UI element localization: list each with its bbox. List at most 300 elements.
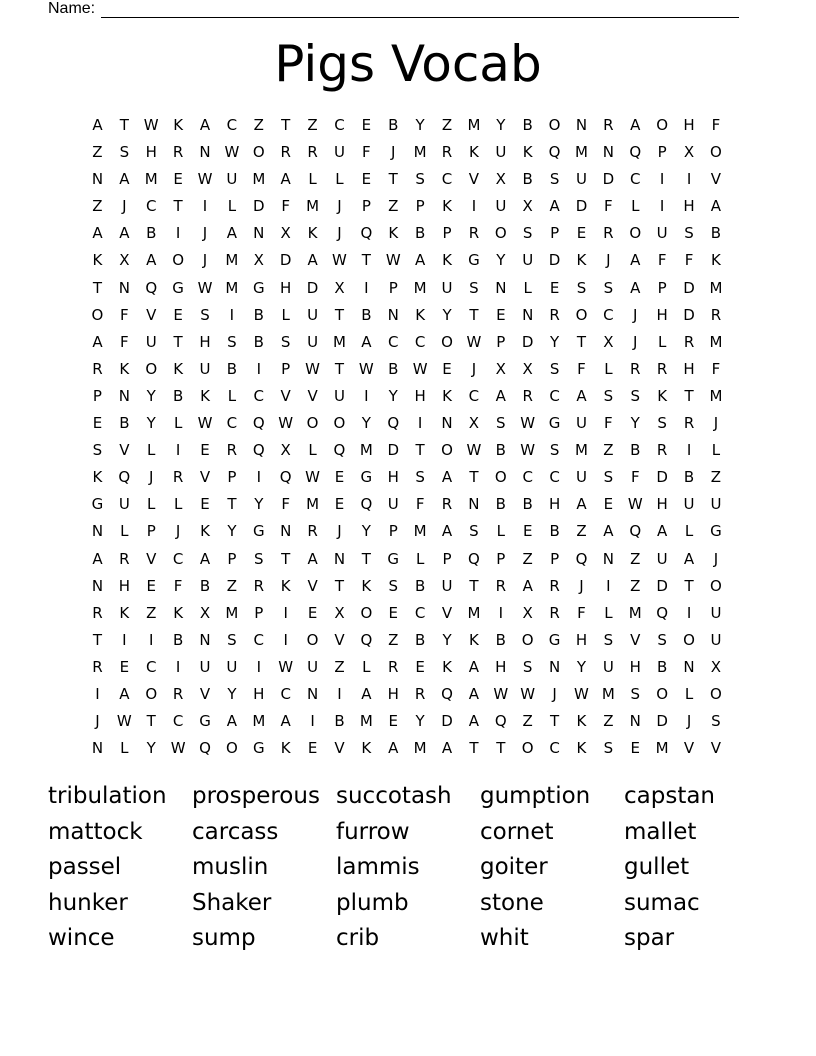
grid-cell[interactable]: K bbox=[442, 197, 452, 216]
grid-cell[interactable]: W bbox=[574, 684, 589, 703]
grid-cell[interactable]: T bbox=[227, 495, 237, 514]
grid-cell[interactable]: N bbox=[575, 116, 588, 134]
grid-cell[interactable]: Y bbox=[442, 630, 452, 649]
grid-cell[interactable]: G bbox=[252, 522, 265, 541]
grid-cell[interactable]: U bbox=[575, 170, 587, 189]
grid-cell[interactable]: K bbox=[173, 359, 184, 378]
grid-cell[interactable]: U bbox=[199, 657, 211, 676]
grid-cell[interactable]: T bbox=[361, 549, 371, 568]
grid-cell[interactable]: D bbox=[575, 197, 588, 216]
grid-cell[interactable]: P bbox=[254, 603, 264, 622]
grid-cell[interactable]: T bbox=[576, 332, 587, 351]
grid-cell[interactable]: B bbox=[522, 170, 533, 189]
grid-cell[interactable]: N bbox=[280, 522, 292, 541]
grid-cell[interactable]: K bbox=[119, 359, 130, 378]
grid-cell[interactable]: I bbox=[122, 630, 127, 649]
grid-cell[interactable]: A bbox=[92, 332, 103, 351]
grid-cell[interactable]: A bbox=[603, 522, 614, 541]
grid-cell[interactable]: O bbox=[494, 224, 507, 243]
grid-cell[interactable]: K bbox=[576, 251, 587, 270]
grid-cell[interactable]: X bbox=[280, 224, 291, 243]
grid-cell[interactable]: E bbox=[603, 495, 614, 514]
grid-cell[interactable]: J bbox=[713, 549, 719, 568]
grid-cell[interactable]: W bbox=[197, 170, 213, 189]
grid-cell[interactable]: H bbox=[683, 197, 695, 216]
grid-cell[interactable]: Y bbox=[576, 657, 587, 676]
grid-cell[interactable]: C bbox=[603, 305, 614, 324]
grid-cell[interactable]: K bbox=[415, 305, 426, 324]
grid-cell[interactable]: U bbox=[495, 143, 507, 162]
grid-cell[interactable]: L bbox=[604, 603, 613, 622]
grid-cell[interactable]: F bbox=[173, 576, 183, 595]
grid-cell[interactable]: R bbox=[119, 549, 130, 568]
grid-cell[interactable]: N bbox=[548, 657, 561, 676]
grid-cell[interactable]: G bbox=[172, 278, 184, 297]
grid-cell[interactable]: A bbox=[226, 712, 238, 731]
grid-cell[interactable]: L bbox=[684, 522, 694, 541]
grid-cell[interactable]: T bbox=[469, 739, 479, 758]
grid-cell[interactable]: U bbox=[656, 549, 668, 568]
grid-cell[interactable]: E bbox=[173, 170, 183, 189]
grid-cell[interactable]: L bbox=[335, 170, 344, 189]
grid-cell[interactable]: A bbox=[441, 739, 453, 758]
grid-cell[interactable]: U bbox=[710, 495, 722, 514]
grid-cell[interactable]: I bbox=[149, 630, 154, 649]
grid-cell[interactable]: C bbox=[253, 630, 265, 649]
grid-cell[interactable]: J bbox=[471, 359, 477, 378]
grid-cell[interactable]: L bbox=[173, 495, 183, 514]
grid-cell[interactable]: C bbox=[334, 116, 345, 134]
grid-cell[interactable]: R bbox=[441, 143, 453, 162]
grid-cell[interactable]: W bbox=[278, 657, 294, 676]
grid-cell[interactable]: S bbox=[603, 278, 614, 297]
grid-cell[interactable]: E bbox=[361, 116, 372, 134]
grid-cell[interactable]: V bbox=[334, 630, 345, 649]
grid-cell[interactable]: E bbox=[442, 359, 452, 378]
grid-cell[interactable]: P bbox=[92, 386, 102, 405]
grid-cell[interactable]: O bbox=[225, 739, 238, 758]
grid-cell[interactable]: F bbox=[684, 251, 694, 270]
grid-cell[interactable]: B bbox=[549, 522, 560, 541]
grid-cell[interactable]: E bbox=[200, 495, 210, 514]
grid-cell[interactable]: R bbox=[172, 468, 184, 487]
grid-cell[interactable]: A bbox=[630, 278, 641, 297]
grid-cell[interactable]: Y bbox=[254, 495, 264, 514]
grid-cell[interactable]: B bbox=[334, 712, 345, 731]
grid-cell[interactable]: R bbox=[522, 386, 533, 405]
grid-cell[interactable]: I bbox=[283, 630, 288, 649]
grid-cell[interactable]: N bbox=[495, 278, 507, 297]
grid-cell[interactable]: H bbox=[548, 495, 561, 514]
grid-cell[interactable]: M bbox=[252, 712, 266, 731]
grid-cell[interactable]: A bbox=[630, 251, 641, 270]
grid-cell[interactable]: T bbox=[469, 468, 479, 487]
grid-cell[interactable]: W bbox=[197, 278, 213, 297]
grid-cell[interactable]: T bbox=[334, 576, 345, 595]
grid-cell[interactable]: M bbox=[306, 197, 320, 216]
grid-cell[interactable]: R bbox=[388, 657, 399, 676]
grid-cell[interactable]: I bbox=[471, 197, 477, 216]
grid-cell[interactable]: O bbox=[441, 332, 453, 351]
grid-cell[interactable]: U bbox=[307, 305, 319, 324]
grid-cell[interactable]: G bbox=[91, 495, 104, 514]
grid-cell[interactable]: R bbox=[253, 576, 264, 595]
grid-cell[interactable]: Y bbox=[388, 386, 398, 405]
grid-cell[interactable]: K bbox=[468, 630, 479, 649]
grid-cell[interactable]: B bbox=[172, 630, 184, 649]
grid-cell[interactable]: I bbox=[256, 657, 261, 676]
grid-cell[interactable]: P bbox=[550, 549, 560, 568]
grid-cell[interactable]: P bbox=[657, 278, 667, 297]
grid-cell[interactable]: F bbox=[630, 468, 640, 487]
grid-cell[interactable]: P bbox=[227, 468, 237, 487]
grid-cell[interactable]: Q bbox=[548, 143, 561, 162]
grid-cell[interactable]: Z bbox=[226, 576, 238, 595]
grid-cell[interactable]: X bbox=[522, 603, 533, 622]
grid-cell[interactable]: R bbox=[549, 576, 560, 595]
grid-cell[interactable]: E bbox=[576, 224, 587, 243]
grid-cell[interactable]: X bbox=[334, 603, 345, 622]
grid-cell[interactable]: W bbox=[493, 684, 509, 703]
grid-cell[interactable]: B bbox=[253, 305, 264, 324]
grid-cell[interactable]: O bbox=[306, 630, 319, 649]
grid-cell[interactable]: Q bbox=[387, 414, 400, 433]
grid-cell[interactable]: A bbox=[199, 549, 211, 568]
grid-cell[interactable]: M bbox=[709, 386, 723, 405]
grid-cell[interactable]: J bbox=[633, 332, 638, 351]
grid-cell[interactable]: B bbox=[495, 630, 506, 649]
grid-cell[interactable]: H bbox=[629, 657, 641, 676]
grid-cell[interactable]: Z bbox=[92, 197, 103, 216]
grid-cell[interactable]: Q bbox=[252, 441, 265, 460]
grid-cell[interactable]: K bbox=[92, 251, 103, 270]
grid-cell[interactable]: W bbox=[520, 441, 536, 460]
grid-cell[interactable]: K bbox=[280, 739, 291, 758]
grid-cell[interactable]: L bbox=[523, 278, 532, 297]
grid-cell[interactable]: O bbox=[145, 359, 158, 378]
grid-cell[interactable]: B bbox=[226, 359, 238, 378]
grid-cell[interactable]: D bbox=[683, 305, 695, 324]
grid-cell[interactable]: W bbox=[197, 414, 213, 433]
grid-cell[interactable]: K bbox=[576, 739, 587, 758]
grid-cell[interactable]: H bbox=[387, 468, 399, 487]
grid-cell[interactable]: C bbox=[414, 332, 426, 351]
grid-cell[interactable]: Z bbox=[603, 441, 614, 460]
grid-cell[interactable]: F bbox=[120, 332, 129, 351]
grid-cell[interactable]: V bbox=[280, 386, 291, 405]
grid-cell[interactable]: B bbox=[657, 657, 668, 676]
grid-cell[interactable]: R bbox=[226, 441, 238, 460]
grid-cell[interactable]: V bbox=[468, 170, 480, 189]
grid-cell[interactable]: Q bbox=[656, 603, 669, 622]
grid-cell[interactable]: F bbox=[711, 359, 721, 378]
grid-cell[interactable]: N bbox=[333, 549, 346, 568]
grid-cell[interactable]: N bbox=[441, 414, 453, 433]
grid-cell[interactable]: C bbox=[145, 197, 157, 216]
grid-cell[interactable]: Q bbox=[333, 441, 346, 460]
grid-cell[interactable]: A bbox=[361, 684, 372, 703]
grid-cell[interactable]: O bbox=[145, 684, 158, 703]
grid-cell[interactable]: M bbox=[467, 603, 481, 622]
grid-cell[interactable]: B bbox=[495, 441, 506, 460]
grid-cell[interactable]: D bbox=[683, 278, 695, 297]
grid-cell[interactable]: U bbox=[602, 657, 614, 676]
grid-cell[interactable]: W bbox=[358, 359, 374, 378]
grid-cell[interactable]: Q bbox=[360, 224, 373, 243]
grid-cell[interactable]: A bbox=[415, 251, 426, 270]
grid-cell[interactable]: S bbox=[388, 576, 398, 595]
grid-cell[interactable]: Y bbox=[146, 739, 156, 758]
grid-cell[interactable]: F bbox=[120, 305, 129, 324]
grid-cell[interactable]: A bbox=[226, 224, 238, 243]
grid-cell[interactable]: T bbox=[146, 712, 156, 731]
grid-cell[interactable]: W bbox=[116, 712, 132, 731]
grid-cell[interactable]: A bbox=[388, 739, 399, 758]
grid-cell[interactable]: C bbox=[172, 712, 184, 731]
grid-cell[interactable]: L bbox=[173, 414, 183, 433]
grid-cell[interactable]: A bbox=[468, 657, 480, 676]
grid-cell[interactable]: A bbox=[92, 224, 103, 243]
grid-cell[interactable]: J bbox=[202, 251, 208, 270]
grid-cell[interactable]: K bbox=[173, 603, 184, 622]
grid-cell[interactable]: M bbox=[225, 251, 239, 270]
grid-cell[interactable]: G bbox=[548, 414, 561, 433]
grid-cell[interactable]: M bbox=[225, 603, 239, 622]
grid-cell[interactable]: M bbox=[359, 441, 373, 460]
grid-cell[interactable]: I bbox=[95, 684, 100, 703]
grid-cell[interactable]: G bbox=[548, 630, 561, 649]
grid-cell[interactable]: A bbox=[468, 684, 480, 703]
grid-cell[interactable]: S bbox=[227, 630, 237, 649]
grid-cell[interactable]: P bbox=[442, 549, 452, 568]
grid-cell[interactable]: T bbox=[684, 576, 694, 595]
grid-cell[interactable]: A bbox=[307, 251, 318, 270]
grid-cell[interactable]: B bbox=[522, 495, 533, 514]
grid-cell[interactable]: I bbox=[498, 603, 504, 622]
grid-cell[interactable]: O bbox=[333, 414, 346, 433]
grid-cell[interactable]: M bbox=[413, 739, 427, 758]
grid-cell[interactable]: O bbox=[656, 116, 669, 134]
grid-cell[interactable]: T bbox=[550, 712, 560, 731]
grid-cell[interactable]: I bbox=[686, 441, 692, 460]
grid-cell[interactable]: X bbox=[253, 251, 264, 270]
grid-cell[interactable]: Z bbox=[307, 116, 318, 134]
grid-cell[interactable]: W bbox=[305, 359, 320, 378]
grid-cell[interactable]: K bbox=[200, 522, 210, 541]
grid-cell[interactable]: H bbox=[495, 657, 507, 676]
grid-cell[interactable]: Y bbox=[227, 684, 237, 703]
grid-cell[interactable]: M bbox=[225, 278, 239, 297]
grid-cell[interactable]: Z bbox=[441, 116, 453, 134]
grid-cell[interactable]: X bbox=[495, 359, 506, 378]
grid-cell[interactable]: V bbox=[307, 576, 318, 595]
grid-cell[interactable]: K bbox=[657, 386, 668, 405]
grid-cell[interactable]: M bbox=[575, 143, 588, 162]
grid-cell[interactable]: T bbox=[334, 359, 345, 378]
grid-cell[interactable]: U bbox=[199, 359, 211, 378]
grid-cell[interactable]: R bbox=[683, 332, 695, 351]
grid-cell[interactable]: V bbox=[119, 441, 130, 460]
grid-cell[interactable]: I bbox=[606, 576, 611, 595]
grid-cell[interactable]: D bbox=[279, 251, 292, 270]
grid-cell[interactable]: L bbox=[147, 495, 156, 514]
grid-cell[interactable]: P bbox=[146, 522, 156, 541]
grid-cell[interactable]: W bbox=[466, 441, 482, 460]
grid-cell[interactable]: M bbox=[575, 441, 588, 460]
grid-cell[interactable]: M bbox=[144, 170, 158, 189]
grid-cell[interactable]: I bbox=[659, 197, 665, 216]
grid-cell[interactable]: F bbox=[362, 143, 371, 162]
grid-cell[interactable]: A bbox=[549, 197, 560, 216]
grid-cell[interactable]: D bbox=[521, 332, 534, 351]
grid-cell[interactable]: O bbox=[629, 224, 642, 243]
grid-cell[interactable]: K bbox=[468, 143, 479, 162]
grid-cell[interactable]: E bbox=[119, 657, 130, 676]
grid-cell[interactable]: I bbox=[364, 386, 369, 405]
grid-cell[interactable]: O bbox=[710, 143, 722, 162]
grid-cell[interactable]: Q bbox=[575, 549, 588, 568]
grid-cell[interactable]: I bbox=[256, 359, 261, 378]
grid-cell[interactable]: H bbox=[253, 684, 265, 703]
grid-cell[interactable]: U bbox=[387, 495, 399, 514]
grid-cell[interactable]: T bbox=[415, 441, 425, 460]
grid-cell[interactable]: S bbox=[119, 143, 130, 162]
grid-cell[interactable]: K bbox=[119, 603, 130, 622]
grid-cell[interactable]: Y bbox=[146, 386, 156, 405]
grid-cell[interactable]: T bbox=[281, 116, 291, 134]
grid-cell[interactable]: Y bbox=[415, 116, 425, 134]
grid-cell[interactable]: F bbox=[604, 414, 613, 433]
grid-cell[interactable]: U bbox=[145, 332, 157, 351]
grid-cell[interactable]: E bbox=[334, 495, 345, 514]
grid-cell[interactable]: M bbox=[252, 170, 266, 189]
grid-cell[interactable]: S bbox=[576, 278, 587, 297]
grid-cell[interactable]: B bbox=[199, 576, 211, 595]
grid-cell[interactable]: V bbox=[710, 739, 722, 758]
grid-cell[interactable]: T bbox=[334, 305, 345, 324]
grid-cell[interactable]: C bbox=[549, 739, 560, 758]
grid-cell[interactable]: G bbox=[387, 549, 400, 568]
grid-cell[interactable]: P bbox=[657, 143, 667, 162]
grid-cell[interactable]: E bbox=[496, 305, 506, 324]
grid-cell[interactable]: B bbox=[361, 305, 372, 324]
grid-cell[interactable]: P bbox=[281, 359, 291, 378]
grid-cell[interactable]: S bbox=[280, 332, 291, 351]
grid-cell[interactable]: S bbox=[711, 712, 721, 731]
grid-cell[interactable]: C bbox=[253, 386, 265, 405]
grid-cell[interactable]: S bbox=[522, 657, 533, 676]
grid-cell[interactable]: U bbox=[307, 657, 319, 676]
grid-cell[interactable]: G bbox=[710, 522, 722, 541]
grid-cell[interactable]: G bbox=[468, 251, 480, 270]
grid-cell[interactable]: J bbox=[337, 224, 342, 243]
grid-cell[interactable]: B bbox=[172, 386, 184, 405]
grid-cell[interactable]: P bbox=[388, 278, 398, 297]
grid-cell[interactable]: I bbox=[256, 468, 261, 487]
grid-cell[interactable]: Z bbox=[630, 549, 641, 568]
grid-cell[interactable]: Q bbox=[360, 495, 373, 514]
grid-cell[interactable]: Z bbox=[522, 712, 533, 731]
grid-cell[interactable]: U bbox=[656, 224, 668, 243]
grid-cell[interactable]: M bbox=[413, 522, 427, 541]
grid-cell[interactable]: L bbox=[657, 332, 667, 351]
grid-cell[interactable]: J bbox=[713, 414, 719, 433]
grid-cell[interactable]: M bbox=[306, 495, 320, 514]
grid-cell[interactable]: O bbox=[521, 630, 534, 649]
grid-cell[interactable]: Q bbox=[629, 143, 642, 162]
grid-cell[interactable]: C bbox=[145, 657, 157, 676]
grid-cell[interactable]: E bbox=[388, 603, 398, 622]
grid-cell[interactable]: Y bbox=[146, 414, 156, 433]
grid-cell[interactable]: R bbox=[307, 143, 318, 162]
grid-cell[interactable]: A bbox=[657, 522, 668, 541]
grid-cell[interactable]: A bbox=[199, 116, 211, 134]
grid-cell[interactable]: G bbox=[252, 278, 265, 297]
grid-cell[interactable]: Q bbox=[494, 712, 507, 731]
grid-cell[interactable]: M bbox=[655, 739, 669, 758]
grid-cell[interactable]: A bbox=[280, 170, 291, 189]
grid-cell[interactable]: B bbox=[146, 224, 157, 243]
grid-cell[interactable]: N bbox=[602, 549, 614, 568]
grid-cell[interactable]: C bbox=[441, 170, 453, 189]
grid-cell[interactable]: G bbox=[199, 712, 211, 731]
grid-cell[interactable]: T bbox=[684, 386, 694, 405]
grid-cell[interactable]: O bbox=[494, 468, 507, 487]
grid-cell[interactable]: X bbox=[468, 414, 480, 433]
grid-cell[interactable]: J bbox=[122, 197, 127, 216]
grid-cell[interactable]: B bbox=[388, 359, 399, 378]
grid-cell[interactable]: Y bbox=[550, 332, 560, 351]
grid-cell[interactable]: X bbox=[280, 441, 291, 460]
grid-cell[interactable]: H bbox=[118, 576, 130, 595]
grid-cell[interactable]: Z bbox=[710, 468, 722, 487]
grid-cell[interactable]: T bbox=[92, 278, 103, 297]
grid-cell[interactable]: E bbox=[173, 305, 183, 324]
grid-cell[interactable]: R bbox=[603, 116, 614, 134]
grid-cell[interactable]: H bbox=[683, 359, 695, 378]
grid-cell[interactable]: U bbox=[441, 576, 453, 595]
grid-cell[interactable]: E bbox=[522, 522, 533, 541]
grid-cell[interactable]: C bbox=[172, 549, 184, 568]
grid-cell[interactable]: D bbox=[602, 170, 615, 189]
grid-cell[interactable]: E bbox=[630, 739, 640, 758]
grid-cell[interactable]: L bbox=[362, 657, 371, 676]
grid-cell[interactable]: T bbox=[469, 576, 479, 595]
grid-cell[interactable]: M bbox=[413, 143, 427, 162]
grid-cell[interactable]: A bbox=[468, 712, 480, 731]
grid-cell[interactable]: K bbox=[92, 468, 103, 487]
grid-cell[interactable]: R bbox=[92, 603, 103, 622]
grid-cell[interactable]: L bbox=[227, 386, 237, 405]
grid-cell[interactable]: H bbox=[414, 386, 426, 405]
grid-cell[interactable]: S bbox=[549, 441, 560, 460]
grid-cell[interactable]: U bbox=[575, 414, 587, 433]
grid-cell[interactable]: S bbox=[227, 332, 237, 351]
grid-cell[interactable]: L bbox=[684, 684, 694, 703]
grid-cell[interactable]: V bbox=[630, 630, 641, 649]
grid-cell[interactable]: N bbox=[91, 739, 104, 758]
grid-cell[interactable]: X bbox=[522, 359, 533, 378]
grid-cell[interactable]: F bbox=[657, 251, 667, 270]
grid-cell[interactable]: D bbox=[253, 197, 265, 216]
grid-cell[interactable]: U bbox=[710, 603, 722, 622]
grid-cell[interactable]: B bbox=[522, 116, 533, 134]
grid-cell[interactable]: H bbox=[683, 116, 695, 134]
grid-cell[interactable]: F bbox=[415, 495, 425, 514]
grid-cell[interactable]: V bbox=[199, 468, 211, 487]
grid-cell[interactable]: B bbox=[414, 630, 426, 649]
grid-cell[interactable]: A bbox=[576, 495, 587, 514]
